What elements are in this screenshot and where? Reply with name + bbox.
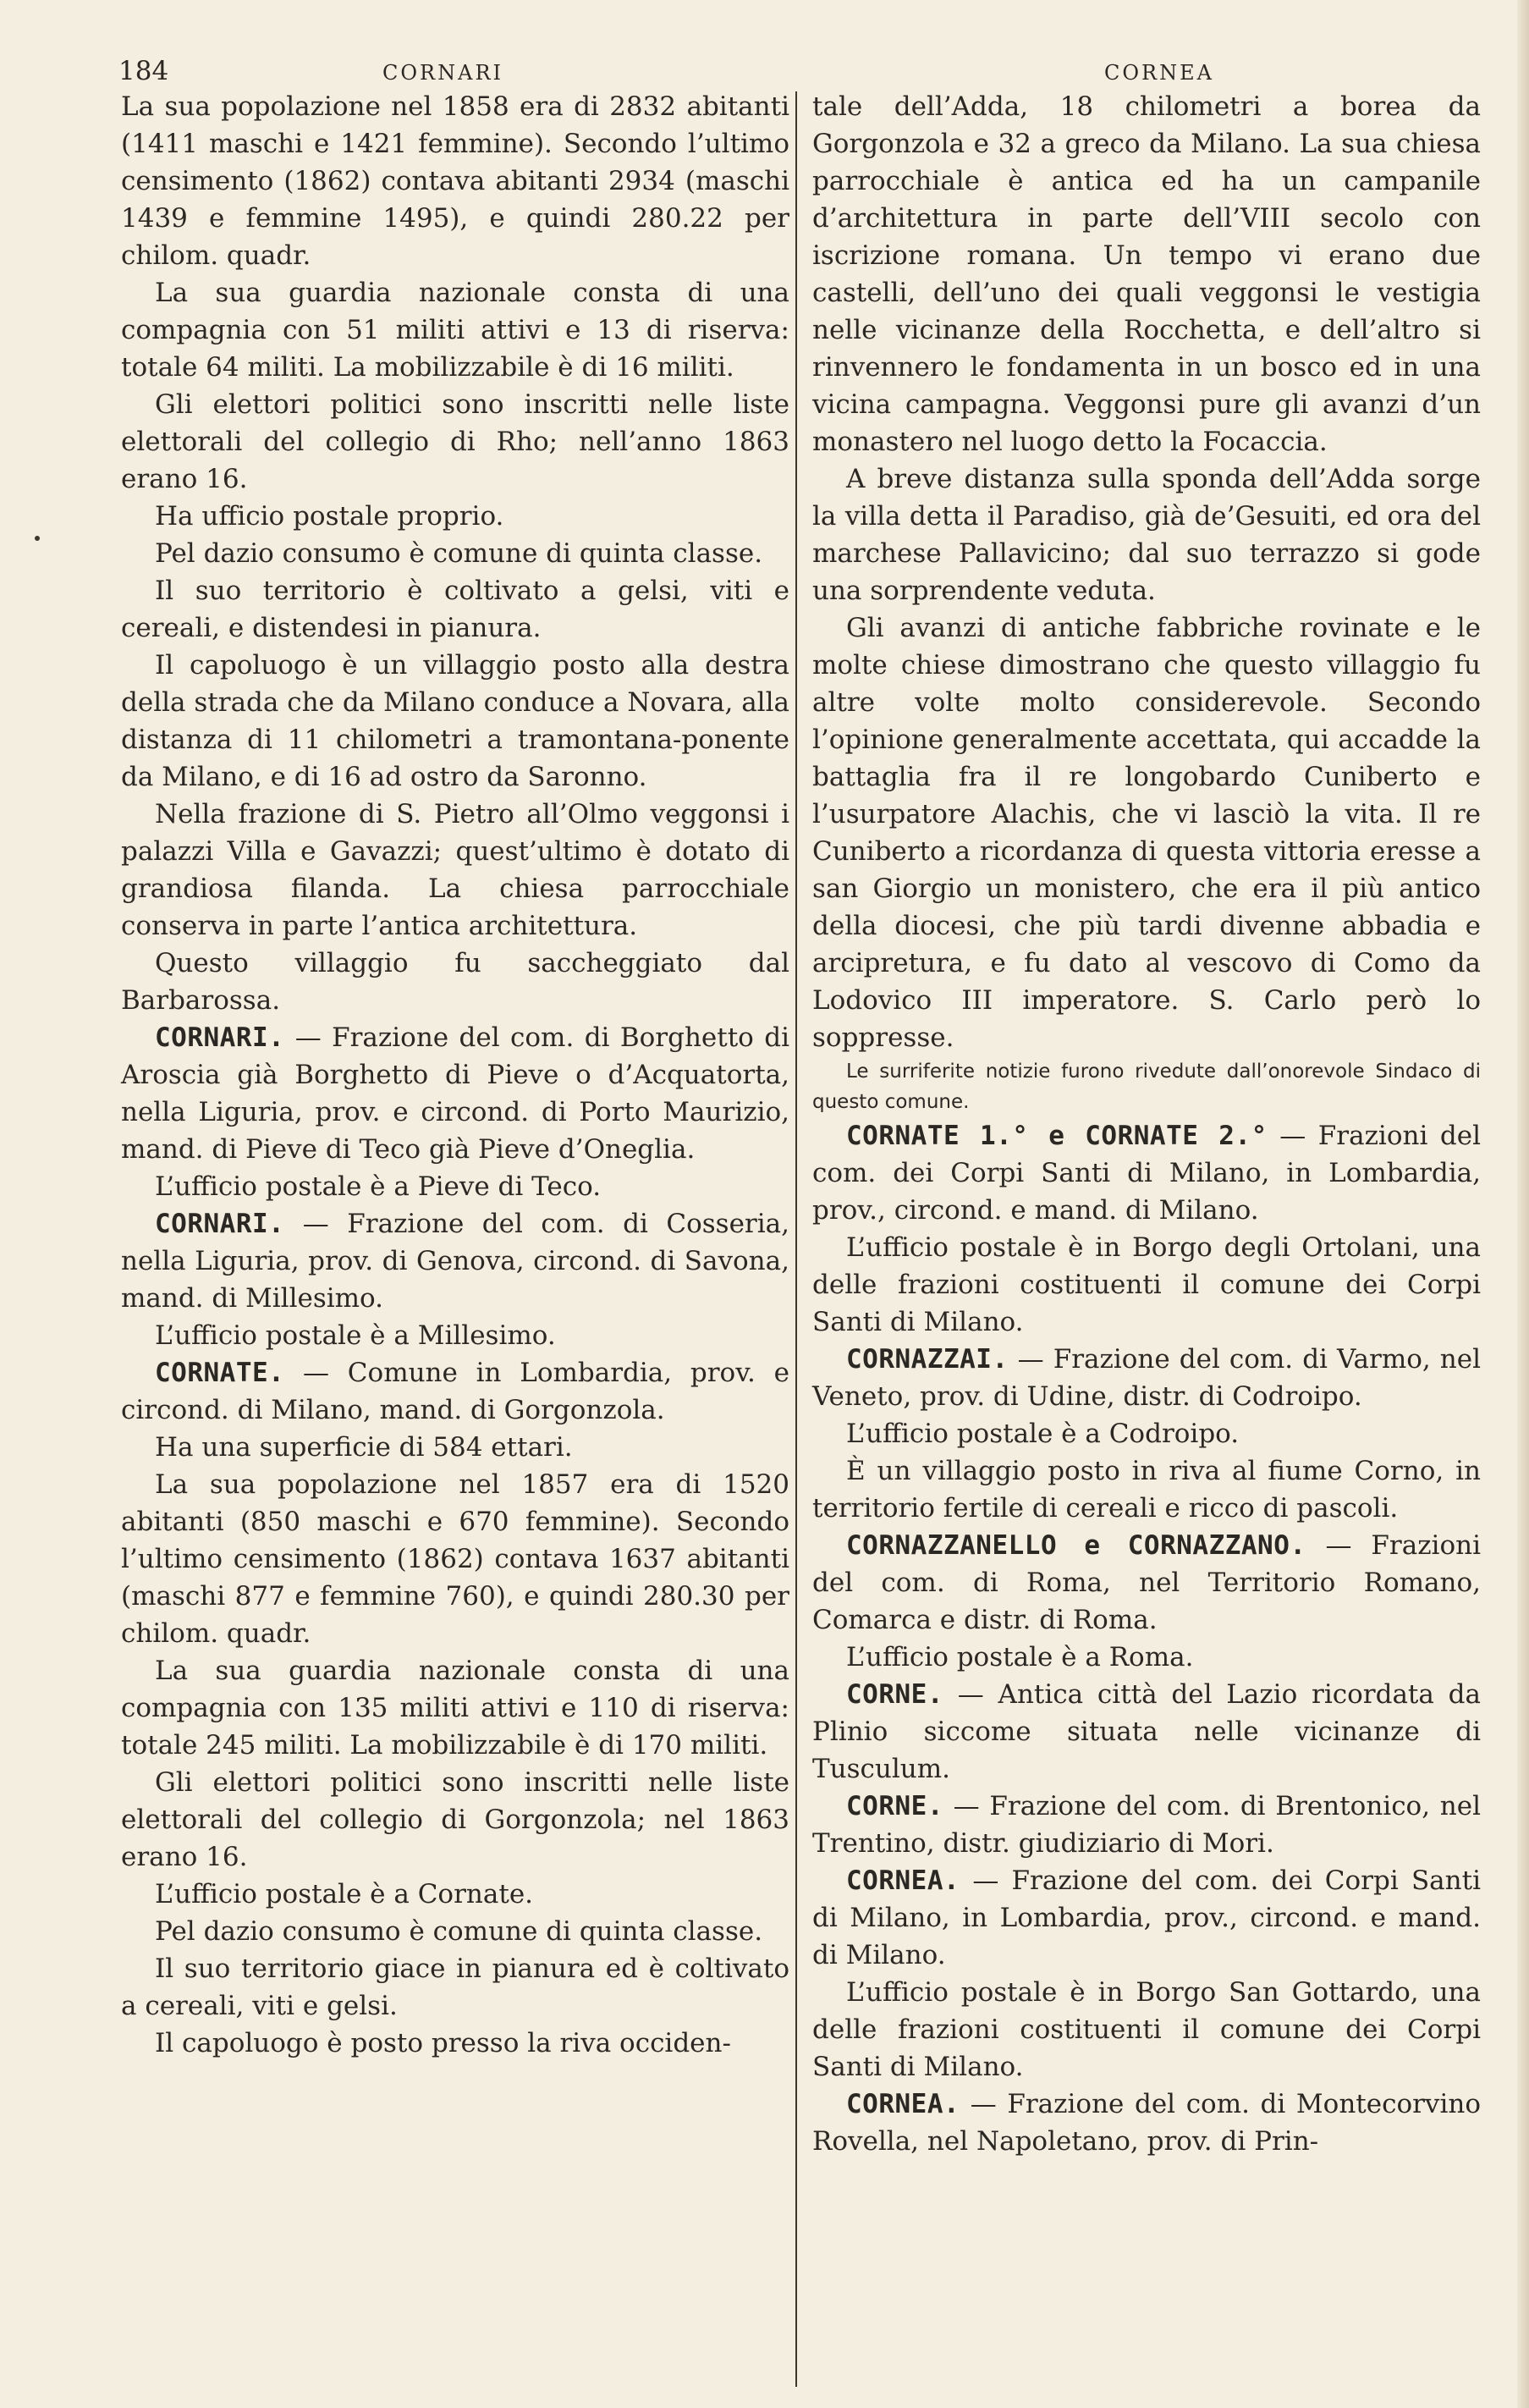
paragraph-text: Pel dazio consumo è comune di quinta classe. [155, 1916, 763, 1947]
paragraph-text: La sua popolazione nel 1857 era di 1520 abitanti (850 maschi e 670 femmine). Secondo l’ultimo censimento (1862) contava 1637 abitanti (maschi 877 e femmine 760), e quindi 280.30 per chilom. quadr. [121, 1469, 789, 1649]
entry-headword: CORNE. [846, 1791, 943, 1821]
paragraph-text: — Frazioni del com. di Roma, nel Territorio Romano, Comarca e distr. di Roma. [812, 1530, 1482, 1635]
body-paragraph [812, 1639, 1481, 1676]
paragraph-text: Questo villaggio fu saccheggiato dal Barbarossa. [121, 948, 789, 1016]
page-edge [1517, 0, 1529, 2408]
paragraph-text: — Frazione del com. di Varmo, nel Veneto, prov. di Udine, distr. di Codroipo. [812, 1344, 1481, 1412]
body-paragraph [121, 1950, 789, 2025]
paragraph-text: L’ufficio postale è in Borgo degli Ortolani, una delle frazioni costituenti il comune dei Corpi Santi di Milano. [812, 1232, 1481, 1337]
body-paragraph [121, 386, 789, 498]
paragraph-text: — Frazione del com. di Cosseria, nella Liguria, prov. di Genova, circond. di Savona, mand. di Millesimo. [121, 1209, 789, 1314]
paragraph-text: Il capoluogo è un villaggio posto alla destra della strada che da Milano conduce a Novara, alla distanza di 11 chilometri a tramontana-ponente da Milano, e di 16 ad ostro da Saronno. [121, 650, 789, 792]
paragraph-text: Nella frazione di S. Pietro all’Olmo veggonsi i palazzi Villa e Gavazzi; quest’ultimo è dotato di grandiosa filanda. La chiesa parrocchiale conserva in parte l’antica architettura. [121, 799, 789, 941]
body-paragraph [812, 1229, 1481, 1341]
paragraph-text: La sua guardia nazionale consta di una compagnia con 135 militi attivi e 110 di riserva: totale 245 militi. La mobilizzabile è di 170 militi. [121, 1656, 789, 1761]
page-header [118, 56, 1472, 90]
body-paragraph [812, 88, 1481, 460]
paragraph-text: — Antica città del Lazio ricordata da Plinio siccome situata nelle vicinanze di Tusculum. [812, 1679, 1481, 1784]
paragraph-text: Gli avanzi di antiche fabbriche rovinate e le molte chiese dimostrano che questo villaggio fu altre volte molto considerevole. Secondo l’opinione generalmente accettata, qui accadde la battaglia fra il re longobardo Cuniberto e l’usurpatore Alachis, che vi lasciò la vita. Il re Cuniberto a ricordanza di questa vittoria eresse a san Giorgio un monistero, che era il più antico della diocesi, che più tardi divenne abbadia e arcipretura, e fu dato al vescovo di Como da Lodovico III imperatore. S. Carlo però lo soppresse. [812, 613, 1481, 1053]
paragraph-text: È un villaggio posto in riva al fiume Corno, in territorio fertile di cereali e ricco di pascoli. [812, 1456, 1481, 1524]
paragraph-text: Ha ufficio postale proprio. [155, 501, 504, 532]
paragraph-text: L’ufficio postale è a Cornate. [155, 1879, 534, 1909]
paragraph-text: — Frazioni del com. dei Corpi Santi di Milano, in Lombardia, prov., circond. e mand. di Milano. [812, 1121, 1481, 1226]
entry-paragraph [121, 1205, 789, 1317]
paragraph-text: — Comune in Lombardia, prov. e circond. di Milano, mand. di Gorgonzola. [121, 1358, 789, 1425]
paragraph-text: Ha una superficie di 584 ettari. [155, 1432, 573, 1463]
entry-paragraph [812, 2086, 1481, 2160]
paragraph-text: La sua popolazione nel 1858 era di 2832 abitanti (1411 maschi e 1421 femmine). Secondo l’ultimo censimento (1862) contava abitanti 2934 (maschi 1439 e femmine 1495), e quindi 280.22 per chilom. quadr. [121, 91, 789, 271]
entry-headword: CORNAZZAI. [846, 1344, 1009, 1375]
paragraph-text: — Frazione del com. di Montecorvino Rovella, nel Napoletano, prov. di Prin- [812, 2089, 1481, 2157]
body-paragraph [121, 1764, 789, 1876]
entry-paragraph [812, 1676, 1481, 1788]
body-paragraph [121, 572, 789, 647]
entry-headword: CORNEA. [846, 2089, 960, 2119]
entry-headword: CORNARI. [155, 1022, 285, 1053]
entry-headword: CORNATE. [155, 1358, 285, 1388]
body-paragraph [121, 1168, 789, 1205]
paragraph-text: — Frazione del com. di Brentonico, nel Trentino, distr. giudiziario di Mori. [812, 1791, 1481, 1859]
left-column [121, 88, 789, 2390]
paragraph-text: L’ufficio postale è a Roma. [846, 1642, 1194, 1672]
body-paragraph [812, 1415, 1481, 1452]
body-paragraph [121, 1466, 789, 1652]
paragraph-text: L’ufficio postale è a Codroipo. [846, 1419, 1240, 1449]
editorial-note [812, 1056, 1481, 1117]
body-paragraph [121, 498, 789, 535]
entry-paragraph [812, 1117, 1481, 1229]
entry-paragraph [812, 1527, 1481, 1639]
paragraph-text: L’ufficio postale è a Millesimo. [155, 1320, 556, 1351]
paragraph-text: Il suo territorio è coltivato a gelsi, viti e cereali, e distendesi in pianura. [121, 576, 789, 643]
body-paragraph [121, 796, 789, 945]
left-running-head: CORNARI [382, 61, 503, 85]
entry-headword: CORNAZZANELLO e CORNAZZANO. [846, 1530, 1306, 1561]
body-paragraph [121, 1429, 789, 1466]
margin-dot [35, 536, 40, 541]
body-paragraph [812, 1974, 1481, 2086]
body-paragraph [121, 1876, 789, 1913]
entry-paragraph [121, 1354, 789, 1429]
body-paragraph [121, 1652, 789, 1764]
body-paragraph [812, 609, 1481, 1056]
body-paragraph [121, 274, 789, 386]
body-paragraph [121, 647, 789, 796]
body-paragraph [812, 1452, 1481, 1527]
body-paragraph [121, 1317, 789, 1354]
right-running-head: CORNEA [1104, 61, 1214, 85]
body-paragraph [121, 535, 789, 572]
body-paragraph [812, 460, 1481, 609]
paragraph-text: — Frazione del com. di Borghetto di Aroscia già Borghetto di Pieve o d’Acquatorta, nella Liguria, prov. e circond. di Porto Maurizio, mand. di Pieve di Teco già Pieve d’Oneglia. [121, 1022, 789, 1165]
paragraph-text: tale dell’Adda, 18 chilometri a borea da Gorgonzola e 32 a greco da Milano. La sua chiesa parrocchiale è antica ed ha un campanile d’architettura in parte dell’VIII secolo con iscrizione romana. Un tempo vi erano due castelli, dell’uno dei quali veggonsi le vestigia nelle vicinanze della Rocchetta, e dell’altro si rinvennero le fondamenta in un bosco ed in una vicina campagna. Veggonsi pure gli avanzi d’un monastero nel luogo detto la Focaccia. [812, 91, 1481, 457]
paragraph-text: La sua guardia nazionale consta di una compagnia con 51 militi attivi e 13 di riserva: totale 64 militi. La mobilizzabile è di 16 militi. [121, 278, 789, 383]
entry-headword: CORNATE 1.° e CORNATE 2.° [846, 1121, 1268, 1151]
page-number: 184 [118, 56, 169, 86]
entry-paragraph [812, 1788, 1481, 1862]
paragraph-text: Pel dazio consumo è comune di quinta classe. [155, 538, 763, 569]
entry-paragraph [812, 1862, 1481, 1974]
right-column [812, 88, 1481, 2390]
body-paragraph [121, 2025, 789, 2062]
entry-headword: CORNE. [846, 1679, 943, 1710]
paragraph-text: — Frazione del com. dei Corpi Santi di Milano, in Lombardia, prov., circond. e mand. di Milano. [812, 1865, 1481, 1970]
entry-paragraph [121, 1019, 789, 1168]
body-paragraph [121, 945, 789, 1019]
paragraph-text: L’ufficio postale è in Borgo San Gottardo, una delle frazioni costituenti il comune dei Corpi Santi di Milano. [812, 1977, 1481, 2082]
paragraph-text: Gli elettori politici sono inscritti nelle liste elettorali del collegio di Rho; nell’anno 1863 erano 16. [121, 389, 789, 494]
paragraph-text: L’ufficio postale è a Pieve di Teco. [155, 1171, 602, 1202]
entry-paragraph [812, 1341, 1481, 1415]
body-paragraph [121, 1913, 789, 1950]
entry-headword: CORNARI. [155, 1209, 285, 1239]
paragraph-text: A breve distanza sulla sponda dell’Adda sorge la villa detta il Paradiso, già de’Gesuiti, ed ora del marchese Pallavicino; dal suo terrazzo si gode una sorprendente veduta. [812, 464, 1481, 606]
body-paragraph [121, 88, 789, 274]
paragraph-text: Il suo territorio giace in pianura ed è coltivato a cereali, viti e gelsi. [121, 1953, 789, 2021]
entry-headword: CORNEA. [846, 1865, 960, 1896]
paragraph-text: Il capoluogo è posto presso la riva occiden- [155, 2028, 731, 2058]
paragraph-text: Le surriferite notizie furono rivedute dall’onorevole Sindaco di questo comune. [812, 1061, 1481, 1113]
paragraph-text: Gli elettori politici sono inscritti nelle liste elettorali del collegio di Gorgonzola; nel 1863 erano 16. [121, 1767, 789, 1872]
column-divider [795, 91, 797, 2387]
